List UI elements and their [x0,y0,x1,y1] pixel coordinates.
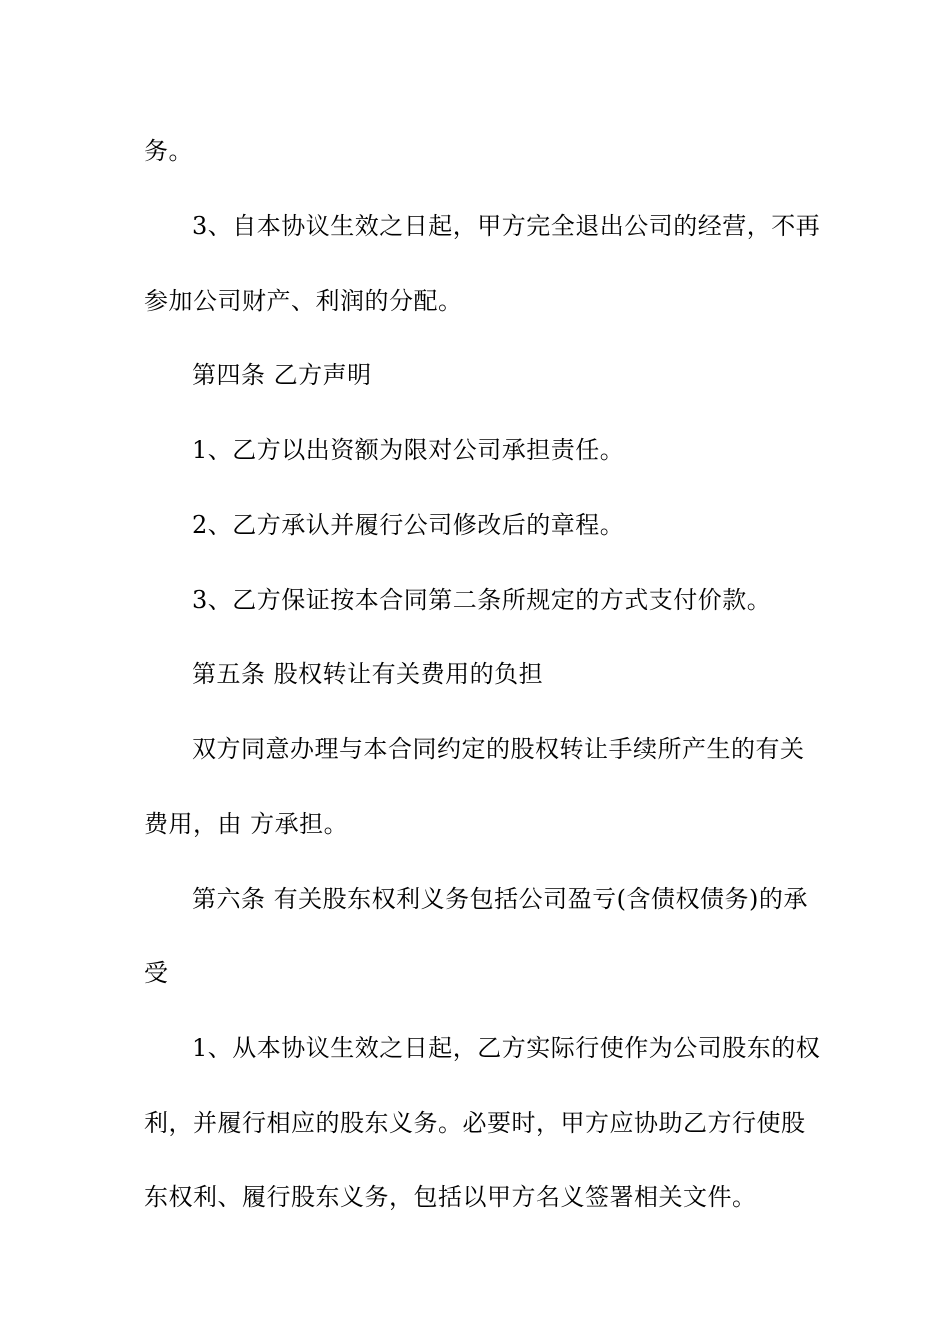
paragraph-line: 3、乙方保证按本合同第二条所规定的方式支付价款。 [192,586,772,614]
paragraph-line: 参加公司财产、利润的分配。 [144,287,463,315]
paragraph-line: 东权利、履行股东义务，包括以甲方名义签署相关文件。 [144,1183,757,1211]
section-heading: 第五条 股权转让有关费用的负担 [192,660,544,688]
paragraph-line: 利，并履行相应的股东义务。必要时，甲方应协助乙方行使股 [144,1109,806,1137]
paragraph-line: 1、从本协议生效之日起，乙方实际行使作为公司股东的权 [192,1034,821,1062]
section-heading: 第六条 有关股东权利义务包括公司盈亏(含债权债务)的承 [192,885,808,913]
section-heading: 受 [144,959,169,987]
paragraph-line: 3、自本协议生效之日起，甲方完全退出公司的经营，不再 [192,212,821,240]
paragraph-line: 费用，由 方承担。 [144,810,349,838]
section-heading: 第四条 乙方声明 [192,361,372,389]
paragraph-line: 双方同意办理与本合同约定的股权转让手续所产生的有关 [192,735,805,763]
paragraph-line: 务。 [144,137,193,165]
paragraph-line: 2、乙方承认并履行公司修改后的章程。 [192,511,625,539]
paragraph-line: 1、乙方以出资额为限对公司承担责任。 [192,436,625,464]
